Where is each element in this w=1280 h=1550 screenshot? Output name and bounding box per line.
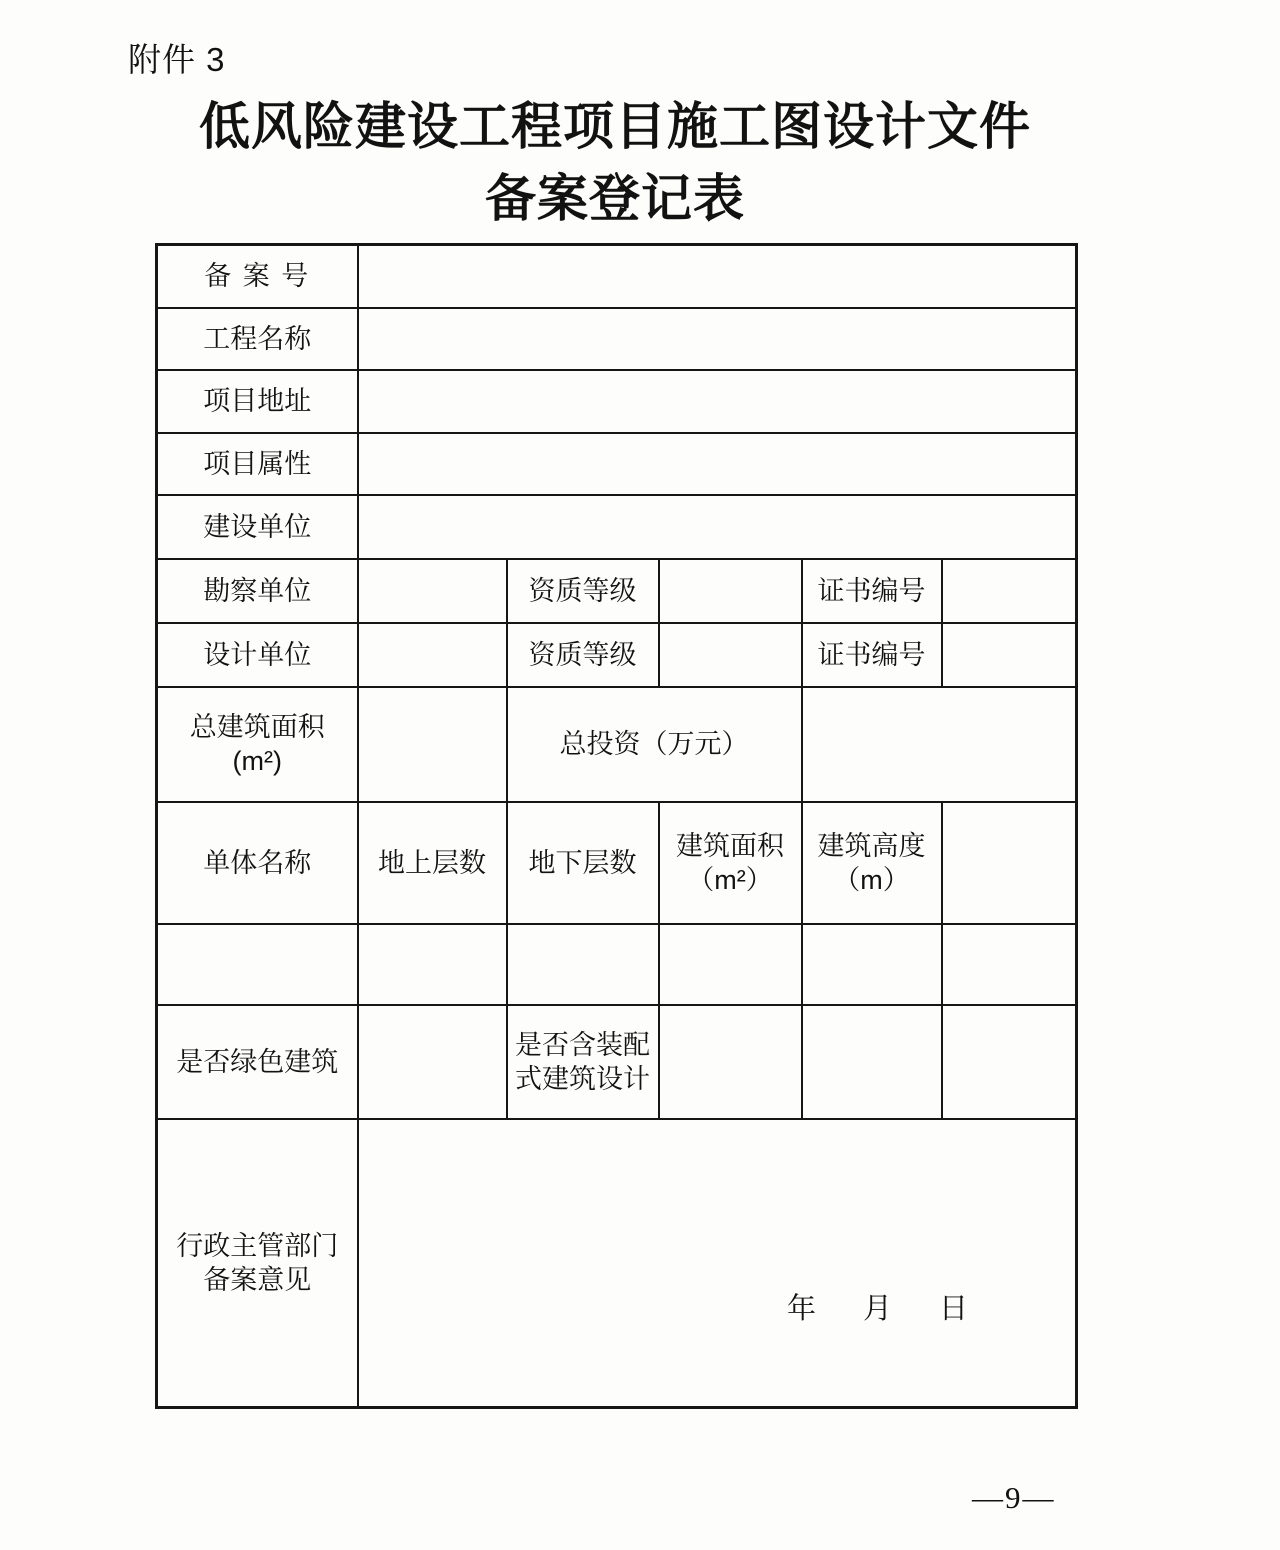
total-floor-area-label-line2: (m²) xyxy=(232,746,282,776)
title-line-1: 低风险建设工程项目施工图设计文件 xyxy=(198,100,1031,156)
authority-opinion-label xyxy=(157,1119,358,1408)
prefab-design-value xyxy=(659,1005,802,1119)
date-line: 年 月 日 xyxy=(786,1292,977,1325)
document-title xyxy=(155,92,1075,236)
row-total-area-investment xyxy=(157,687,1077,802)
design-unit-label: 设计单位 xyxy=(157,623,358,687)
survey-qualification-label: 资质等级 xyxy=(507,559,659,623)
unit-name-header: 单体名称 xyxy=(157,802,358,924)
row-survey-unit xyxy=(157,559,1077,623)
page-number: —9— xyxy=(972,1480,1056,1515)
total-investment-value xyxy=(802,687,1077,802)
survey-unit-value xyxy=(358,559,507,623)
project-address-label: 项目地址 xyxy=(157,370,358,433)
building-height-header-line1: 建筑高度 xyxy=(817,830,926,861)
row-design-unit xyxy=(157,623,1077,687)
row-green-building xyxy=(157,1005,1077,1119)
floors-above-header: 地上层数 xyxy=(358,802,507,924)
building-height-header-line2: （m） xyxy=(833,864,910,895)
design-qualification-label: 资质等级 xyxy=(507,623,659,687)
design-certificate-label: 证书编号 xyxy=(802,623,942,687)
total-investment-label: 总投资（万元） xyxy=(507,687,802,802)
authority-opinion-label-line1: 行政主管部门 xyxy=(176,1230,339,1261)
row-unit-entry xyxy=(157,924,1077,1005)
row-authority-opinion xyxy=(157,1119,1077,1408)
survey-qualification-value xyxy=(659,559,802,623)
project-attribute-label: 项目属性 xyxy=(157,433,358,495)
design-qualification-value xyxy=(659,623,802,687)
authority-opinion-value xyxy=(358,1119,1077,1408)
building-height-value xyxy=(802,924,942,1005)
record-number-value xyxy=(358,245,1077,308)
design-unit-value xyxy=(358,623,507,687)
prefab-design-label-line1: 是否含装配 xyxy=(515,1029,650,1060)
green-row-extra-cell-1 xyxy=(802,1005,942,1119)
unit-name-value xyxy=(157,924,358,1005)
project-name-label: 工程名称 xyxy=(157,308,358,370)
building-area-header-line1: 建筑面积 xyxy=(676,830,784,861)
title-line-2: 备案登记表 xyxy=(484,172,745,228)
construction-unit-value xyxy=(358,495,1077,559)
row-record-number xyxy=(157,245,1077,308)
floors-below-value xyxy=(507,924,659,1005)
survey-certificate-value xyxy=(942,559,1077,623)
prefab-design-label xyxy=(507,1005,659,1119)
building-area-header-line2: （m²） xyxy=(687,864,773,895)
design-certificate-value xyxy=(942,623,1077,687)
unit-header-extra-cell xyxy=(942,802,1077,924)
total-floor-area-value xyxy=(358,687,507,802)
building-area-header xyxy=(659,802,802,924)
survey-unit-label: 勘察单位 xyxy=(157,559,358,623)
green-building-label: 是否绿色建筑 xyxy=(157,1005,358,1119)
total-floor-area-label xyxy=(157,687,358,802)
project-name-value xyxy=(358,308,1077,370)
green-row-extra-cell-2 xyxy=(942,1005,1077,1119)
row-project-address xyxy=(157,370,1077,433)
row-project-name xyxy=(157,308,1077,370)
building-area-value xyxy=(659,924,802,1005)
record-number-label-text: 备 案 号 xyxy=(204,261,311,292)
row-project-attribute xyxy=(157,433,1077,495)
green-building-value xyxy=(358,1005,507,1119)
project-address-value xyxy=(358,370,1077,433)
floors-above-value xyxy=(358,924,507,1005)
prefab-design-label-line2: 式建筑设计 xyxy=(515,1063,650,1094)
record-number-label xyxy=(157,245,358,308)
survey-certificate-label: 证书编号 xyxy=(802,559,942,623)
floors-below-header: 地下层数 xyxy=(507,802,659,924)
unit-entry-extra-cell xyxy=(942,924,1077,1005)
attachment-label: 附件 3 xyxy=(128,41,226,78)
project-attribute-value xyxy=(358,433,1077,495)
registration-table xyxy=(155,243,1078,1409)
row-unit-header xyxy=(157,802,1077,924)
authority-opinion-label-line2: 备案意见 xyxy=(203,1264,312,1295)
building-height-header xyxy=(802,802,942,924)
row-construction-unit xyxy=(157,495,1077,559)
total-floor-area-label-line1: 总建筑面积 xyxy=(189,712,325,742)
construction-unit-label: 建设单位 xyxy=(157,495,358,559)
